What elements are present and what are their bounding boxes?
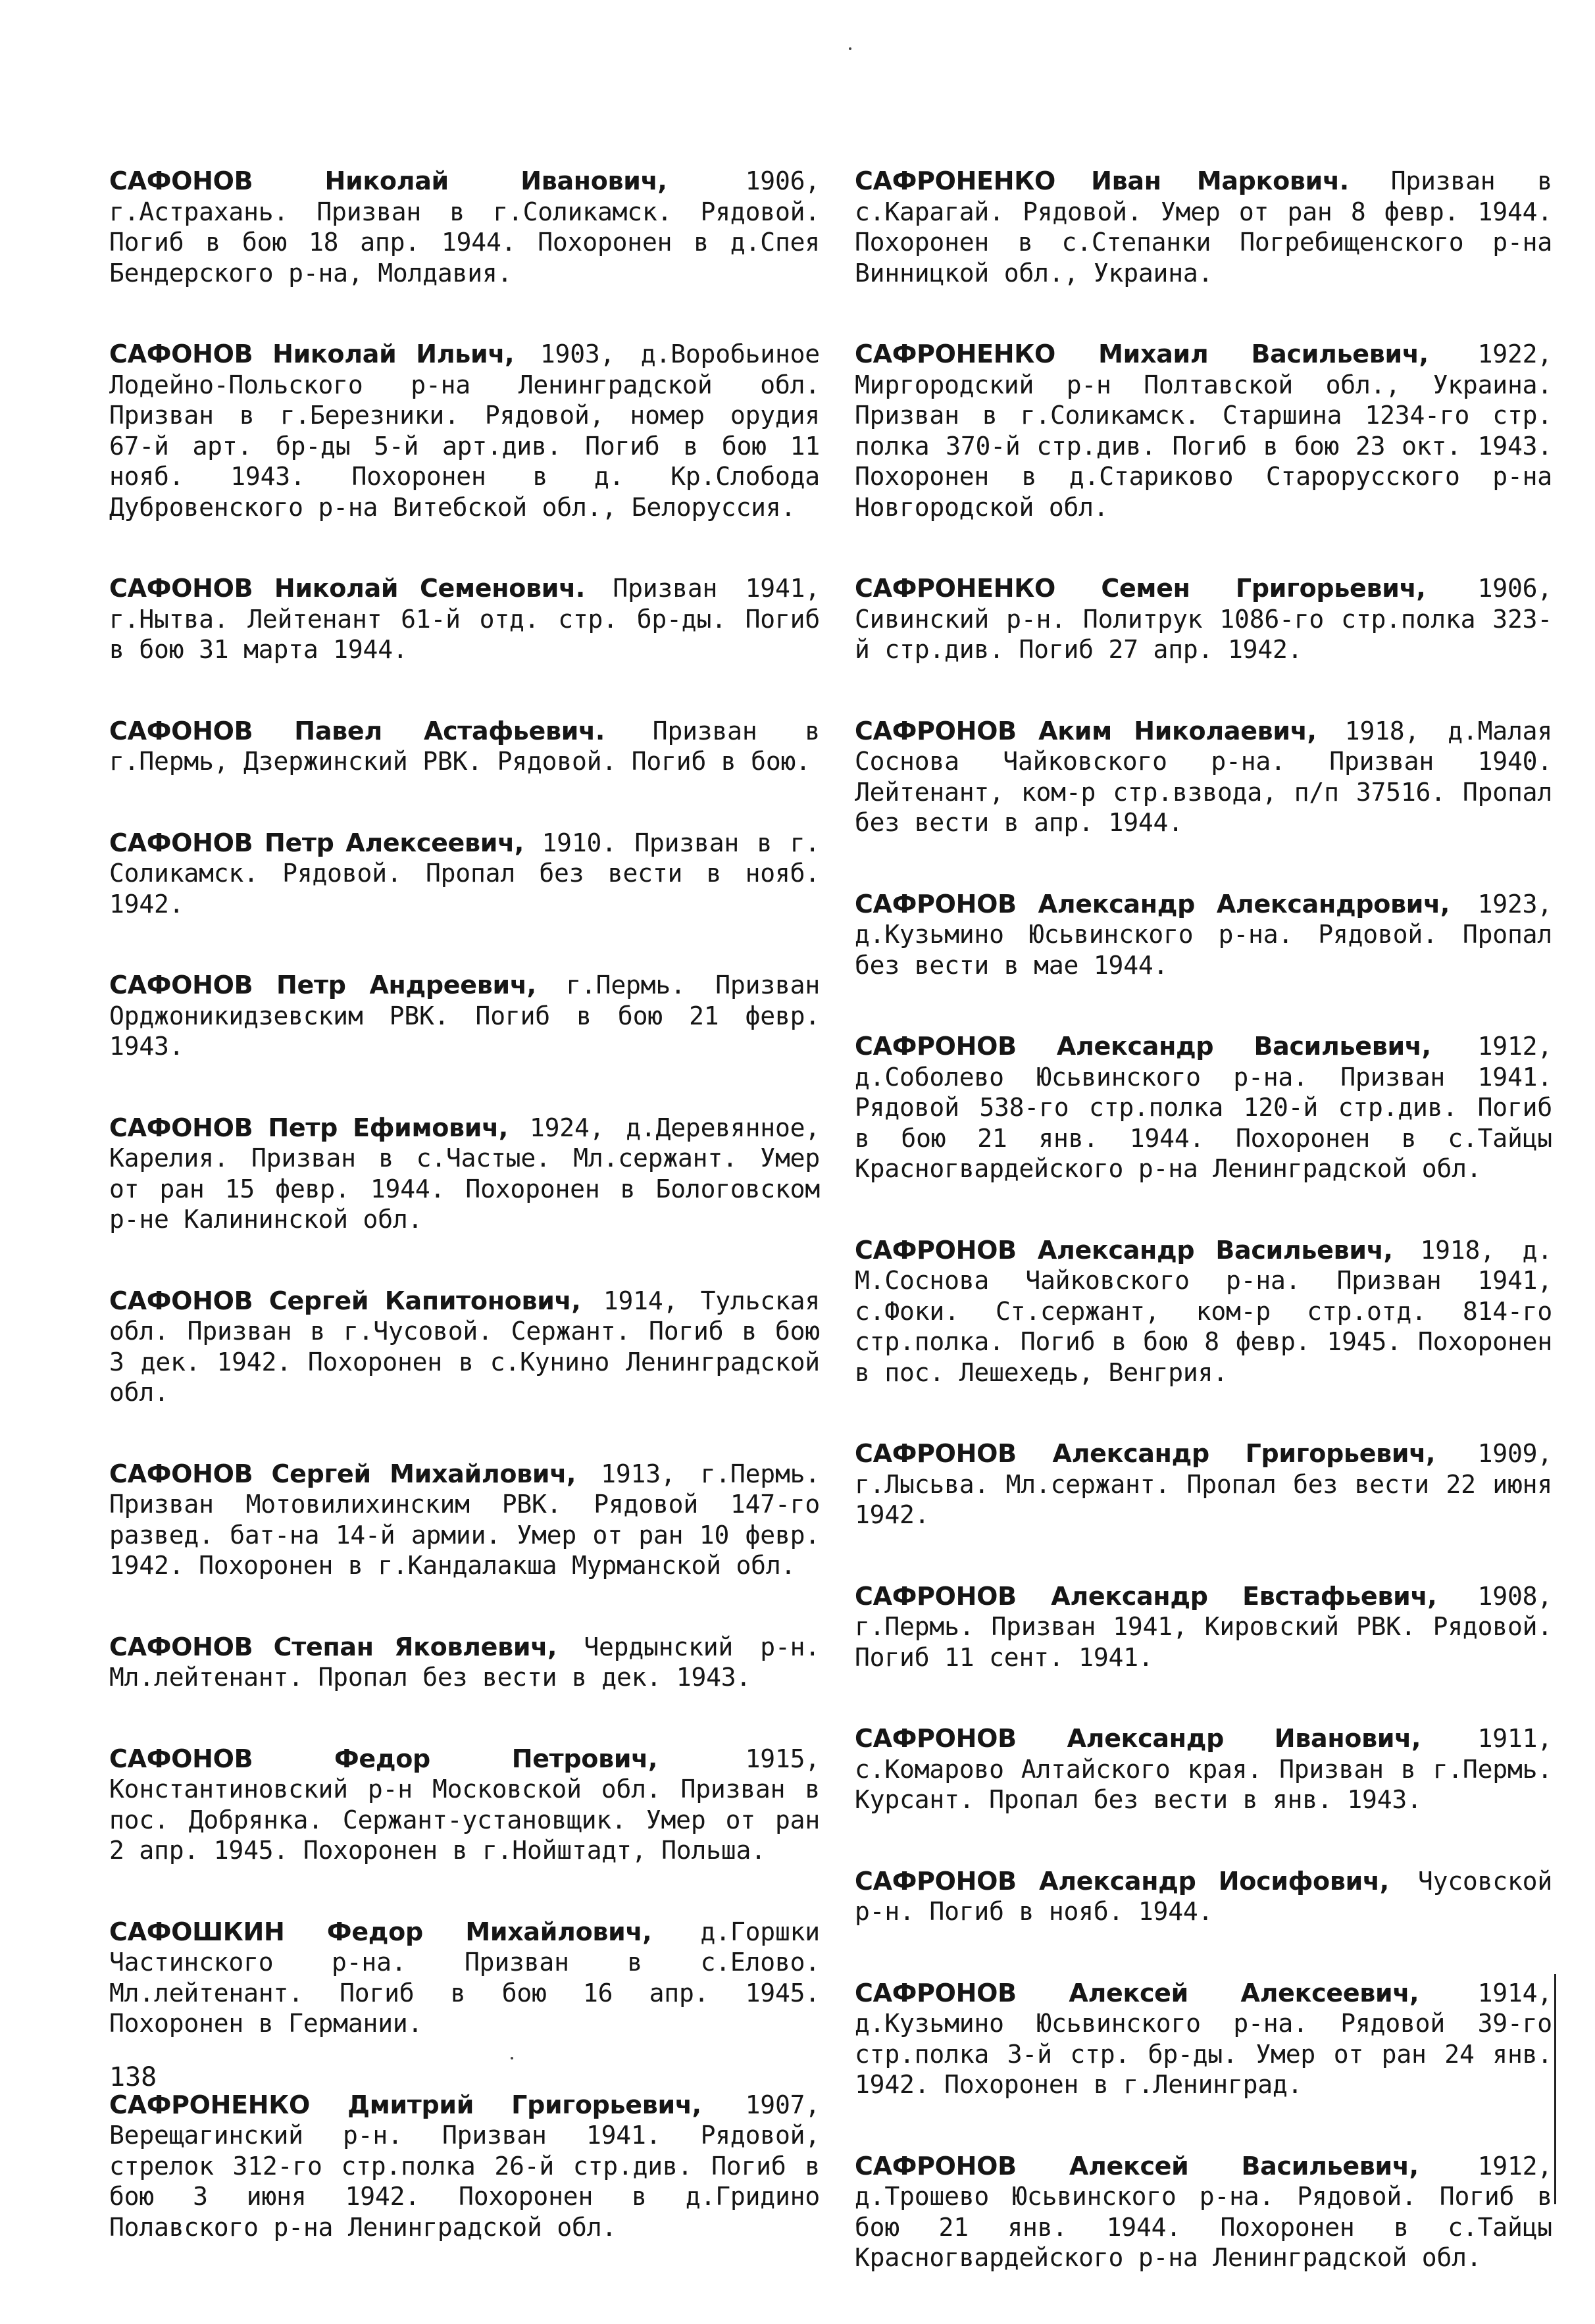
entry-text: Чердынский р-н. Мл.лейтенант. Пропал без вести в дек. 1943. [109,1632,820,1692]
entry-text: 1914, д.Кузьмино Юсьвинского р-на. Рядовой 39-го стр.полка 3-й стр. бр-ды. Умер от ран 24 янв. 1942. Похоронен в г.Ленинград. [855,1978,1552,2099]
entry-text: 1906, Сивинский р-н. Политрук 1086-го стр.полка 323-й стр.див. Погиб 27 апр. 1942. [855,574,1552,664]
obituary-entry [109,1459,820,1581]
entry-name: САФОНОВ Сергей Капитонович, [109,1286,581,1315]
entry-name: САФРОНОВ Аким Николаевич, [855,716,1317,745]
page-number: 138 [109,2062,157,2092]
entry-text: 1918, д. М.Соснова Чайковского р-на. Призван 1941, с.Фоки. Ст.сержант, ком-р стр.отд. 814-го стр.полка. Погиб в бою 8 февр. 1945. Похоронен в пос. Лешехедь, Венгрия. [855,1235,1552,1387]
entry-name: САФРОНОВ Алексей Васильевич, [855,2151,1419,2181]
obituary-entry [855,716,1552,838]
obituary-entry [855,1438,1552,1530]
entry-name: САФОНОВ Николай Иванович, [109,166,667,195]
entry-name: САФОНОВ Федор Петрович, [109,1744,658,1773]
entry-name: САФРОНОВ Александр Евстафьевич, [855,1581,1437,1611]
entry-text: 1918, д.Малая Соснова Чайковского р-на. Призван 1940. Лейтенант, ком-р стр.взвода, п/п 37516. Пропал без вести в апр. 1944. [855,716,1552,837]
obituary-entry [109,339,820,522]
obituary-entry [855,889,1552,981]
entry-text: 1912, д.Соболево Юсьвинского р-на. Призван 1941. Рядовой 538-го стр.полка 120-й стр.див. Погиб в бою 21 янв. 1944. Похоронен в с.Тайцы Красногвардейского р-на Ленинградской обл. [855,1032,1552,1183]
obituary-entry [855,573,1552,665]
entry-text: г.Пермь. Призван Орджоникидзевским РВК. Погиб в бою 21 февр. 1943. [109,971,821,1061]
entry-text: 1914, Тульская обл. Призван в г.Чусовой. Сержант. Погиб в бою 3 дек. 1942. Похоронен в с.Кунино Ленинградской обл. [109,1286,820,1407]
entry-name: САФРОНЕНКО Семен Григорьевич, [855,574,1426,603]
entry-name: САФОНОВ Петр Андреевич, [109,971,536,999]
entry-text: 1922, Миргородский р-н Полтавской обл., Украина. Призван в г.Соликамск. Старшина 1234-го стр. полка 370-й стр.див. Погиб в бою 23 окт. 1943. Похоронен в д.Стариково Старорусского р-на Новгородской обл. [855,340,1552,522]
entry-name: САФОНОВ Степан Яковлевич, [109,1632,557,1661]
entry-name: САФОШКИН Федор Михайлович, [109,1917,652,1946]
margin-rule-line [1554,1974,1556,2204]
obituary-entry [109,2090,820,2243]
obituary-entry [109,970,820,1062]
entry-name: САФОНОВ Сергей Михайлович, [109,1459,576,1488]
entry-text: 1903, д.Воробьиное Лодейно-Польского р-на Ленинградской обл. Призван в г.Березники. Рядовой, номер орудия 67-й арт. бр-ды 5-й арт.див. Погиб в бою 11 нояб. 1943. Похоронен в д. Кр.Слобода Дубровенского р-на Витебской обл., Белоруссия. [109,340,820,522]
entry-name: САФРОНЕНКО Михаил Васильевич, [855,340,1429,368]
entry-name: САФРОНОВ Александр Иосифович, [855,1866,1389,1896]
obituary-entry [109,1917,820,2039]
obituary-entry [855,339,1552,522]
obituary-entry [109,1113,820,1235]
entry-name: САФРОНОВ Александр Александрович, [855,889,1450,919]
entry-text: 1910. Призван в г. Соликамск. Рядовой. Пропал без вести в нояб. 1942. [109,828,820,919]
obituary-entry [855,1235,1552,1388]
entry-name: САФРОНЕНКО Иван Маркович. [855,166,1349,195]
entry-name: САФОНОВ Николай Семенович. [109,574,585,603]
obituary-entry [855,1031,1552,1184]
entry-text: Призван в г.Пермь, Дзержинский РВК. Рядовой. Погиб в бою. [109,716,820,776]
entry-text: Чусовской р-н. Погиб в нояб. 1944. [855,1866,1552,1926]
obituary-entry [109,828,820,920]
entry-text: 1911, с.Комарово Алтайского края. Призван в г.Пермь. Курсант. Пропал без вести в янв. 1943. [855,1724,1552,1814]
entry-text: д.Горшки Частинского р-на. Призван в с.Елово. Мл.лейтенант. Погиб в бою 16 апр. 1945. Похоронен в Германии. [109,1917,820,2038]
entry-text: 1912, д.Трошево Юсьвинского р-на. Рядовой. Погиб в бою 21 янв. 1944. Похоронен в с.Тайцы Красногвардейского р-на Ленинградской обл. [855,2151,1552,2272]
entry-text: 1915, Константиновский р-н Московской обл. Призван в пос. Добрянка. Сержант-установщик. Умер от ран 2 апр. 1945. Похоронен в г.Нойштадт, Польша. [109,1744,820,1865]
obituary-entry [109,1744,820,1866]
entry-name: САФРОНОВ Александр Григорьевич, [855,1439,1436,1468]
entry-name: САФРОНОВ Александр Иванович, [855,1724,1421,1753]
entry-text: 1908, г.Пермь. Призван 1941, Кировский РВК. Рядовой. Погиб 11 сент. 1941. [855,1581,1552,1672]
obituary-entry [109,1286,820,1408]
entry-text: Призван 1941, г.Нытва. Лейтенант 61-й отд. стр. бр-ды. Погиб в бою 31 марта 1944. [109,574,820,664]
obituary-entry [855,1723,1552,1815]
entry-name: САФОНОВ Петр Алексеевич, [109,828,524,857]
obituary-entry [855,1581,1552,1673]
entry-text: 1909, г.Лысьва. Мл.сержант. Пропал без вести 22 июня 1942. [855,1439,1552,1529]
obituary-entry [109,573,820,665]
left-column [109,166,820,2293]
obituary-entry [855,166,1552,288]
obituary-entry [855,2151,1552,2273]
entry-name: САФРОНЕНКО Дмитрий Григорьевич, [109,2090,701,2119]
entry-name: САФРОНОВ Александр Васильевич, [855,1235,1393,1265]
entry-name: САФРОНОВ Александр Васильевич, [855,1032,1431,1061]
entry-name: САФОНОВ Павел Астафьевич. [109,716,605,745]
entry-text: 1913, г.Пермь. Призван Мотовилихинским РВК. Рядовой 147-го развед. бат-на 14-й армии. Умер от ран 10 февр. 1942. Похоронен в г.Кандалакша Мурманской обл. [109,1459,820,1580]
scan-speck [849,47,851,50]
entry-text: 1923, д.Кузьмино Юсьвинского р-на. Рядовой. Пропал без вести в мае 1944. [855,889,1552,980]
entry-name: САФРОНОВ Алексей Алексеевич, [855,1978,1419,2008]
entry-text: 1907, Верещагинский р-н. Призван 1941. Рядовой, стрелок 312-го стр.полка 26-й стр.див. Погиб в бою 3 июня 1942. Похоронен в д.Гридино Полавского р-на Ленинградской обл. [109,2090,820,2242]
entry-name: САФОНОВ Николай Ильич, [109,340,515,368]
obituary-entry [109,166,820,288]
entry-text: 1924, д.Деревянное, Карелия. Призван в с.Частые. Мл.сержант. Умер от ран 15 февр. 1944. Похоронен в Бологовском р-не Калининской обл. [109,1113,821,1234]
obituary-entry [855,1978,1552,2100]
entry-text: 1906, г.Астрахань. Призван в г.Соликамск. Рядовой. Погиб в бою 18 апр. 1944. Похоронен в д.Спея Бендерского р-на, Молдавия. [109,166,820,288]
obituary-entry [109,1632,820,1693]
scan-speck [511,2057,513,2059]
entry-text: Призван в с.Карагай. Рядовой. Умер от ран 8 февр. 1944. Похоронен в с.Степанки Погребищенского р-на Винницкой обл., Украина. [855,166,1552,288]
entry-name: САФОНОВ Петр Ефимович, [109,1113,509,1142]
right-column [855,166,1552,2324]
obituary-entry [109,716,820,777]
obituary-entry [855,1866,1552,1927]
